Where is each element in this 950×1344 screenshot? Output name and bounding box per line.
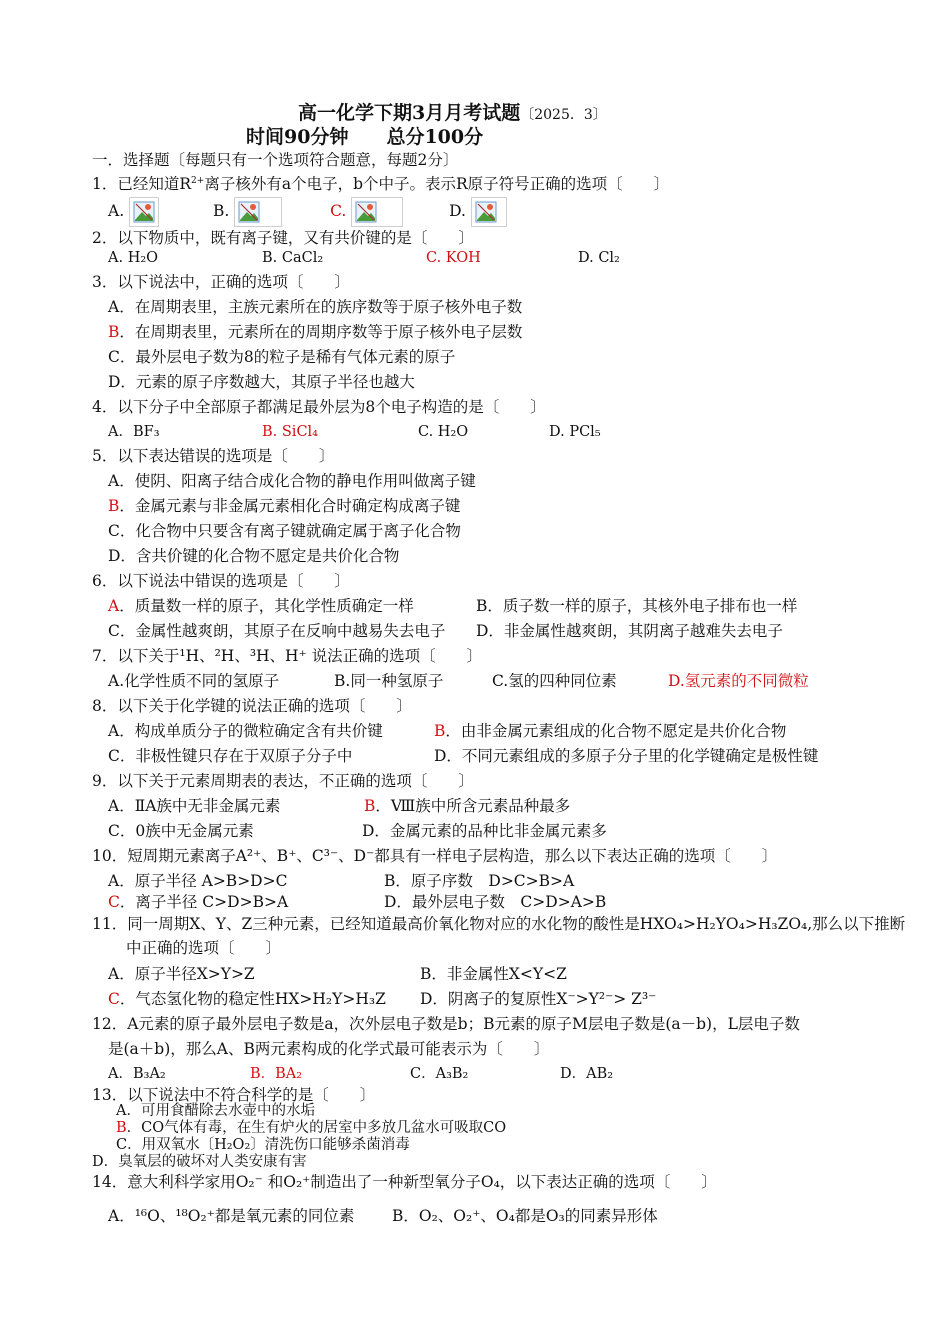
q13-opt-b: B．CO气体有毒，在生有炉火的居室中多放几盆水可吸取CO	[116, 1120, 507, 1136]
q7-opt-a: A.化学性质不同的氢原子	[108, 672, 280, 690]
exam-date: 〔2025．3〕	[520, 107, 607, 123]
q13-opt-a: A．可用食醋除去水壶中的水垢	[116, 1103, 315, 1119]
q11-opt-d: D．阴离子的复原性X⁻>Y²⁻> Z³⁻	[420, 990, 657, 1008]
q11-opt-c: C．气态氢化物的稳定性HX>H₂Y>H₃Z	[108, 990, 386, 1008]
q7-opt-d	[668, 671, 809, 691]
q14-opt-b: B．O₂、O₂⁺、O₄都是O₃的同素异形体	[392, 1207, 658, 1225]
q2-opt-c: C. KOH	[426, 250, 481, 266]
q4-opt-a: A．BF₃	[108, 424, 160, 440]
q8-opt-c: C．非极性键只存在于双原子分子中	[108, 747, 353, 765]
q11-stem-line2: 中正确的选项〔 〕	[126, 939, 282, 957]
q11-stem-line1: 11．同一周期X、Y、Z三种元素，已经知道最高价氧化物对应的水化物的酸性是HXO₄>H₂YO₄>H₃ZO₄,那么以下推断	[92, 915, 906, 933]
q6-opt-d: D．非金属性越爽朗，其阴离子越难失去电子	[476, 622, 783, 640]
q10-opt-d: D．最外层电子数 C>D>A>B	[384, 893, 607, 911]
q8-opt-a: A．构成单质分子的微粒确定含有共价键	[108, 722, 383, 740]
q9-opt-d: D．金属元素的品种比非金属元素多	[362, 822, 607, 840]
q6-opt-a: A．质量数一样的原子，其化学性质确定一样	[108, 597, 414, 615]
q3-stem: 3．以下说法中，正确的选项〔 〕	[92, 273, 350, 291]
q12-opt-d: D．AB₂	[560, 1066, 614, 1082]
exam-title: 高一化学下期3月月考试题	[298, 102, 521, 124]
broken-image-icon	[471, 197, 507, 227]
q4-stem: 4．以下分子中全部原子都满足最外层为8个电子构造的是〔 〕	[92, 398, 546, 416]
q3-opt-b-text: B．在周期表里，元素所在的周期序数等于原子核外电子层数	[108, 323, 523, 341]
q13-opt-c: C．用双氧水〔H₂O₂〕清洗伤口能够杀菌消毒	[116, 1137, 410, 1153]
q12-opt-a: A．B₃A₂	[108, 1066, 166, 1082]
q1-options	[108, 196, 507, 227]
q10-opt-c: C．离子半径 C>D>B>A	[108, 893, 289, 911]
q4-opt-d: D. PCl₅	[549, 424, 601, 440]
q7-opt-d-text: D.氢元素的不同微粒	[668, 672, 809, 690]
q1-stem-pre: 1．已经知道R	[92, 175, 192, 193]
q1-opt-b-label: B.	[212, 202, 230, 220]
q5-opt-b	[108, 496, 460, 516]
q9-opt-b: B．Ⅷ族中所含元素品种最多	[364, 797, 571, 815]
q12-stem-line2: 是(a＋b)，那么A、B两元素构成的化学式最可能表示为〔 〕	[108, 1040, 550, 1058]
broken-image-icon	[129, 197, 159, 227]
q14-opt-a: A．¹⁶O、¹⁸O₂⁺都是氧元素的同位素	[108, 1207, 355, 1225]
q7-stem: 7．以下关于¹H、²H、³H、H⁺ 说法正确的选项〔 〕	[92, 647, 483, 665]
q13-opt-d: D．臭氧层的破坏对人类安康有害	[92, 1154, 307, 1170]
broken-image-icon	[351, 197, 403, 227]
q13-stem: 13．以下说法中不符合科学的是〔 〕	[92, 1086, 376, 1104]
q1-opt-d-label: D.	[449, 202, 466, 220]
q7-opt-b: B.同一种氢原子	[334, 672, 444, 690]
q6-stem: 6．以下说法中错误的选项是〔 〕	[92, 572, 350, 590]
q10-opt-b: B．原子序数 D>C>B>A	[384, 872, 575, 890]
q6-opt-b: B．质子数一样的原子，其核外电子排布也一样	[476, 597, 798, 615]
q9-opt-c: C．0族中无金属元素	[108, 822, 254, 840]
q12-stem-line1: 12．A元素的原子最外层电子数是a，次外层电子数是b；B元素的原子M层电子数是(a－b)，L层电子数	[92, 1015, 800, 1033]
q5-opt-d: D．含共价键的化合物不愿定是共价化合物	[108, 547, 400, 565]
q6-opt-c: C．金属性越爽朗，其原子在反响中越易失去电子	[108, 622, 446, 640]
q8-opt-b: B．由非金属元素组成的化合物不愿定是共价化合物	[434, 722, 787, 740]
q1-stem	[92, 174, 669, 194]
q8-opt-d: D．不同元素组成的多原子分子里的化学键确定是极性键	[434, 747, 819, 765]
q5-opt-c: C．化合物中只要含有离子键就确定属于离子化合物	[108, 522, 461, 540]
q4-opt-b: B. SiCl₄	[262, 424, 318, 440]
q3-opt-c: C．最外层电子数为8的粒子是稀有气体元素的原子	[108, 348, 456, 366]
broken-image-icon	[234, 197, 282, 227]
q14-stem: 14．意大利科学家用O₂⁻ 和O₂⁺制造出了一种新型氧分子O₄，以下表达正确的选项〔 〕	[92, 1173, 717, 1191]
q2-opt-b: B. CaCl₂	[262, 250, 324, 266]
section-heading: 一．选择题〔每题只有一个选项符合题意，每题2分〕	[92, 151, 459, 169]
q1-opt-c-label: C.	[330, 202, 347, 220]
q10-stem: 10．短周期元素离子A²⁺、B⁺、C³⁻、D⁻都具有一样电子层构造，那么以下表达正确的选项〔 〕	[92, 847, 778, 865]
q3-opt-b	[108, 322, 522, 342]
q9-stem: 9．以下关于元素周期表的表达，不正确的选项〔 〕	[92, 772, 474, 790]
q5-opt-b-text: B．金属元素与非金属元素相化合时确定构成离子键	[108, 497, 461, 515]
q11-opt-a: A．原子半径X>Y>Z	[108, 965, 255, 983]
q5-opt-a: A．使阴、阳离子结合成化合物的静电作用叫做离子键	[108, 472, 476, 490]
q1-opt-a-label: A.	[108, 202, 125, 220]
q1-stem-post: 离子核外有a个电子，b个中子。表示R原子符号正确的选项〔 〕	[204, 175, 670, 193]
exam-time-score: 时间90分钟 总分100分	[246, 126, 484, 148]
exam-title-line	[298, 103, 607, 125]
q9-opt-a: A．ⅡA族中无非金属元素	[108, 797, 281, 815]
q12-opt-b: B．BA₂	[250, 1066, 303, 1082]
q3-opt-d: D．元素的原子序数越大，其原子半径也越大	[108, 373, 415, 391]
q5-stem: 5．以下表达错误的选项是〔 〕	[92, 447, 335, 465]
q1-stem-sup: 2+	[191, 175, 205, 186]
q2-opt-a: A. H₂O	[108, 250, 159, 266]
q8-stem: 8．以下关于化学键的说法正确的选项〔 〕	[92, 697, 412, 715]
q11-opt-b: B．非金属性X<Y<Z	[420, 965, 567, 983]
q3-opt-a: A．在周期表里，主族元素所在的族序数等于原子核外电子数	[108, 298, 523, 316]
q2-stem: 2．以下物质中，既有离子键，又有共价键的是〔 〕	[92, 229, 474, 247]
q10-opt-a: A．原子半径 A>B>D>C	[108, 872, 288, 890]
q7-opt-c: C.氢的四种同位素	[492, 672, 617, 690]
q4-opt-c: C. H₂O	[418, 424, 469, 440]
q12-opt-c: C．A₃B₂	[410, 1066, 469, 1082]
q2-opt-d: D. Cl₂	[578, 250, 620, 266]
